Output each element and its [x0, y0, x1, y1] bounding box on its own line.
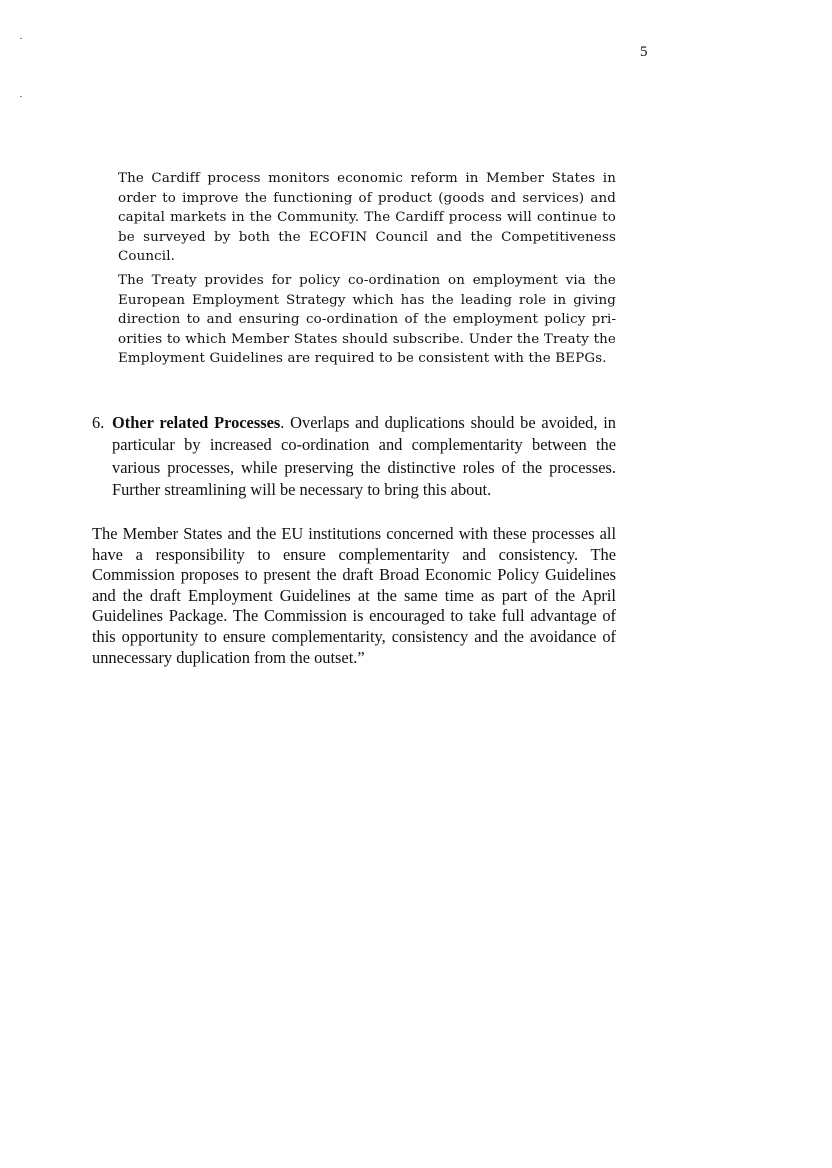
- numbered-item-other-processes: [92, 412, 616, 502]
- scan-mark: [20, 38, 22, 39]
- treaty-employment-paragraph: The Treaty provides for policy co-ordination on employment via the European Employment Strategy which has the leading role in giving direction to and ensuring co-ordination of the employment policy priorities to which Member States should subscribe. Under the Treaty the Employment Guidelines are required to be consistent with the BEPGs.: [118, 273, 616, 367]
- item-heading: Other related Processes: [112, 413, 281, 432]
- page-number: 5: [640, 44, 648, 60]
- scan-mark: [20, 96, 22, 97]
- item-text: . Overlaps and duplications should be avoided, in particular by increased co-ordination and complementarity between the various processes, while preserving the distinctive roles of the processes. Further streamlining will be necessary to bring this about.: [112, 413, 616, 500]
- item-body: [112, 412, 616, 502]
- closing-paragraph: The Member States and the EU institutions concerned with these processes all have a responsibility to ensure complementarity and consistency. The Commission proposes to present the draft Broad Economic Policy Guidelines and the draft Employment Guidelines at the same time as part of the April Guidelines Package. The Commission is encouraged to take full advantage of this opportunity to ensure complementarity, consistency and the avoidance of unnecessary duplication from the outset.”: [92, 524, 616, 667]
- cardiff-process-paragraph: The Cardiff process monitors economic reform in Member States in order to improve the functioning of product (goods and services) and capital markets in the Community. The Cardiff process will continue to be surveyed by both the ECOFIN Council and the Competitiveness Council.: [118, 171, 616, 265]
- item-number: 6.: [92, 413, 105, 432]
